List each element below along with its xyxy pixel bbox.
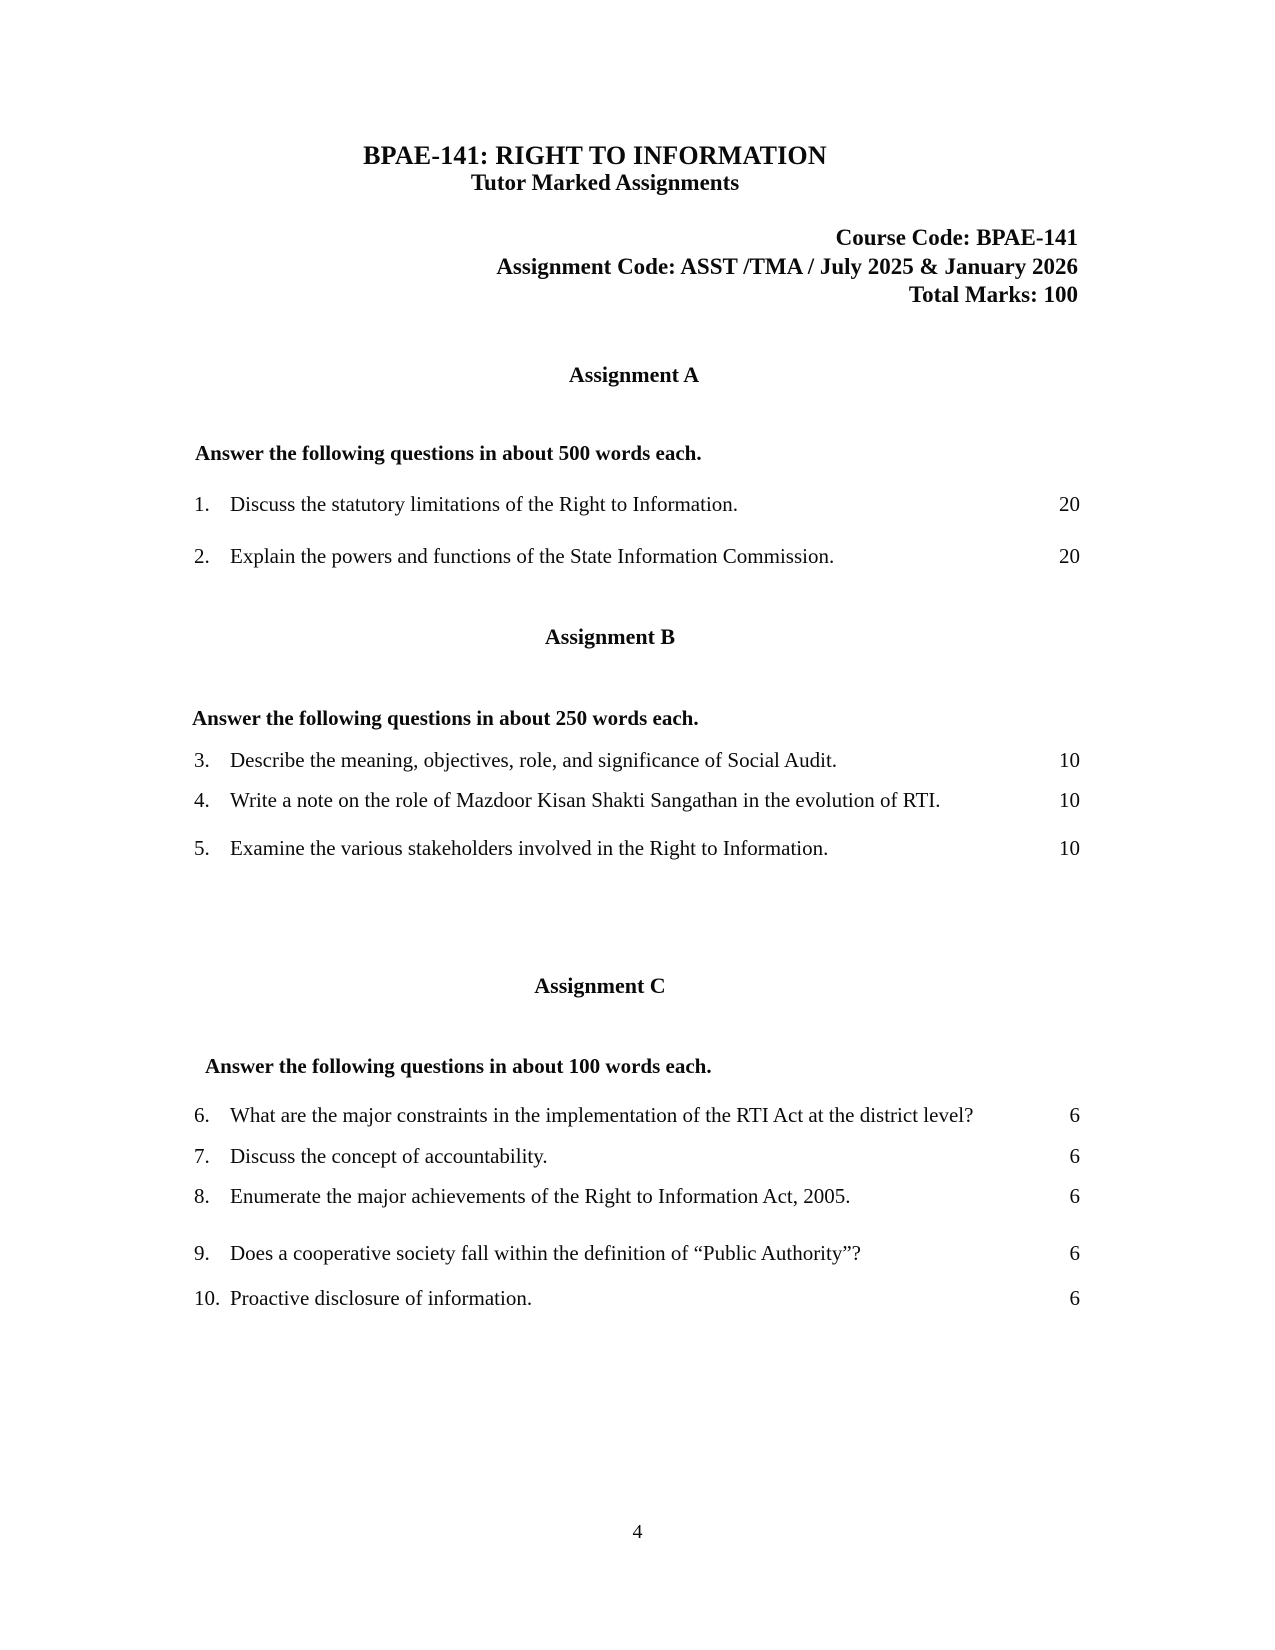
question-number: 3. bbox=[194, 748, 210, 772]
question-text: Explain the powers and functions of the State Information Commission. bbox=[230, 544, 835, 568]
question-row bbox=[0, 1103, 1275, 1135]
question-text: Write a note on the role of Mazdoor Kisan Shakti Sangathan in the evolution of RTI. bbox=[230, 788, 941, 812]
question-row bbox=[0, 836, 1275, 868]
question-marks: 6 bbox=[1069, 1144, 1080, 1168]
page-number: 4 bbox=[632, 1521, 643, 1543]
question-row bbox=[0, 1286, 1275, 1318]
question-text: Does a cooperative society fall within the definition of “Public Authority”? bbox=[230, 1241, 861, 1265]
question-text: Enumerate the major achievements of the Right to Information Act, 2005. bbox=[230, 1184, 851, 1208]
question-marks: 6 bbox=[1069, 1241, 1080, 1265]
question-row bbox=[0, 748, 1275, 780]
question-marks: 10 bbox=[1059, 788, 1080, 812]
question-row bbox=[0, 1184, 1275, 1216]
question-marks: 6 bbox=[1069, 1184, 1080, 1208]
section-heading-c: Assignment C bbox=[534, 973, 666, 998]
question-marks: 20 bbox=[1059, 492, 1080, 516]
section-instruction-b: Answer the following questions in about 250 words each. bbox=[192, 706, 699, 730]
course-code: Course Code: BPAE-141 bbox=[835, 225, 1078, 250]
question-marks: 20 bbox=[1059, 544, 1080, 568]
question-text: What are the major constraints in the implementation of the RTI Act at the district level? bbox=[230, 1103, 974, 1127]
question-row bbox=[0, 492, 1275, 524]
question-text: Discuss the concept of accountability. bbox=[230, 1144, 548, 1168]
question-number: 1. bbox=[194, 492, 210, 516]
question-text: Discuss the statutory limitations of the Right to Information. bbox=[230, 492, 739, 516]
question-marks: 10 bbox=[1059, 748, 1080, 772]
question-number: 8. bbox=[194, 1184, 210, 1208]
assignment-code: Assignment Code: ASST /TMA / July 2025 & January 2026 bbox=[496, 253, 1078, 279]
question-number: 2. bbox=[194, 544, 210, 568]
section-instruction-a: Answer the following questions in about 500 words each. bbox=[195, 441, 702, 465]
question-number: 5. bbox=[194, 836, 210, 860]
section-heading-a: Assignment A bbox=[568, 362, 700, 387]
question-number: 6. bbox=[194, 1103, 210, 1127]
page-title: BPAE-141: RIGHT TO INFORMATION bbox=[363, 141, 827, 170]
question-number: 9. bbox=[194, 1241, 210, 1265]
question-row bbox=[0, 1241, 1275, 1273]
question-row bbox=[0, 1144, 1275, 1176]
question-marks: 6 bbox=[1069, 1103, 1080, 1127]
question-row bbox=[0, 544, 1275, 576]
question-number: 10. bbox=[194, 1286, 221, 1310]
section-instruction-c: Answer the following questions in about 100 words each. bbox=[205, 1054, 712, 1078]
question-marks: 10 bbox=[1059, 836, 1080, 860]
section-heading-b: Assignment B bbox=[544, 624, 676, 649]
question-number: 7. bbox=[194, 1144, 210, 1168]
question-marks: 6 bbox=[1069, 1286, 1080, 1310]
question-text: Describe the meaning, objectives, role, and significance of Social Audit. bbox=[230, 748, 838, 772]
question-number: 4. bbox=[194, 788, 210, 812]
meta-block bbox=[496, 224, 1078, 310]
question-text: Examine the various stakeholders involved in the Right to Information. bbox=[230, 836, 829, 860]
question-row bbox=[0, 788, 1275, 820]
total-marks: Total Marks: 100 bbox=[908, 282, 1078, 307]
page-subtitle: Tutor Marked Assignments bbox=[470, 170, 740, 195]
question-text: Proactive disclosure of information. bbox=[230, 1286, 533, 1310]
